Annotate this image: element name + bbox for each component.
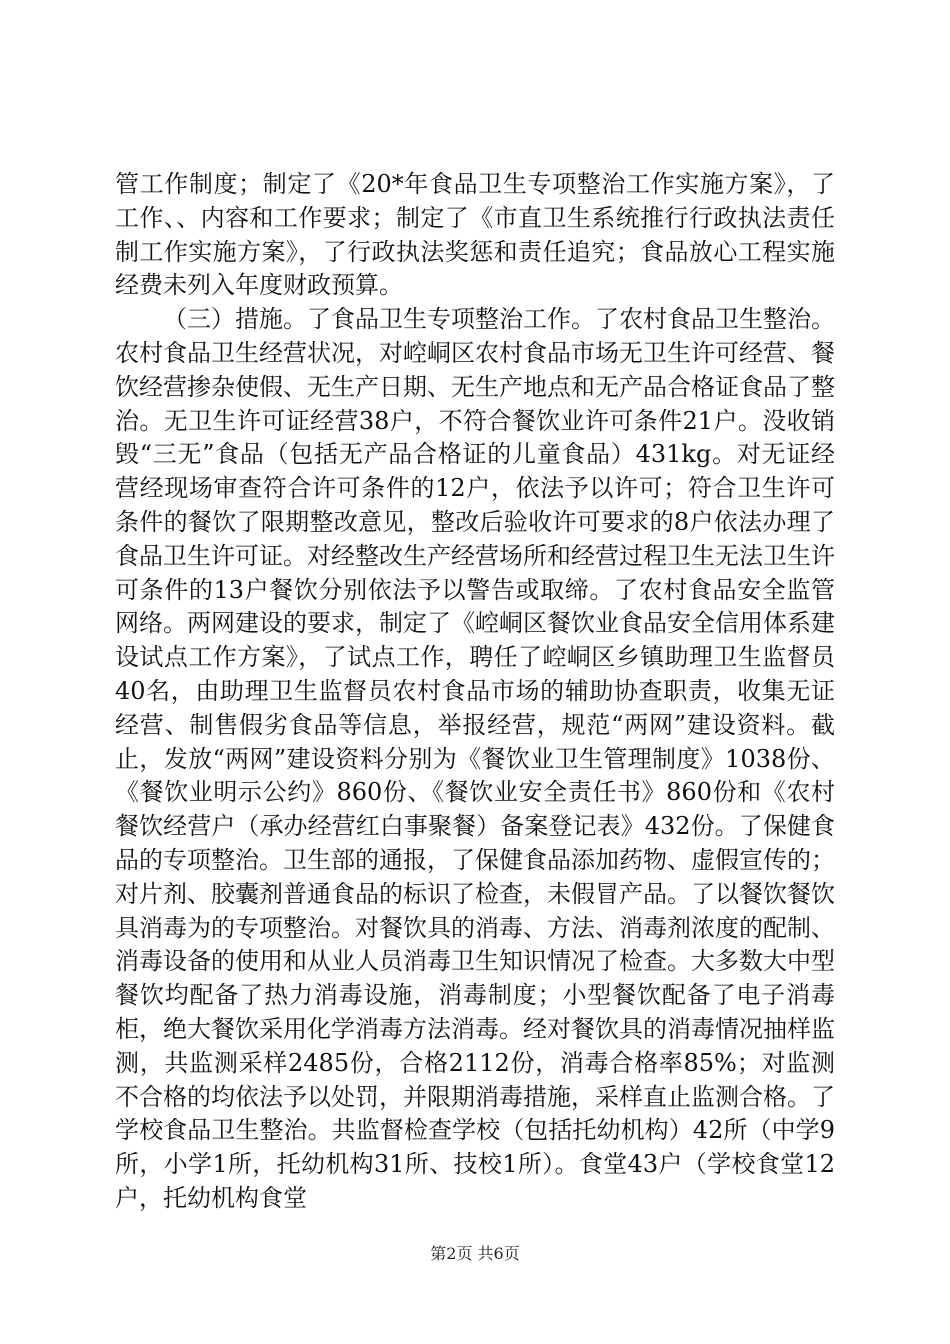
body-text bbox=[115, 168, 835, 1216]
paragraph-measures: （三）措施。了食品卫生专项整治工作。了农村食品卫生整治。农村食品卫生经营状况，对崆峒区农村食品市场无卫生许可经营、餐饮经营掺杂使假、无生产日期、无生产地点和无产品合格证食品了整治。无卫生许可证经营38户，不符合餐饮业许可条件21户。没收销毁“三无”食品（包括无产品合格证的儿童食品）431kg。对无证经营经现场审查符合许可条件的12户，依法予以许可；符合卫生许可条件的餐饮了限期整改意见，整改后验收许可要求的8户依法办理了食品卫生许可证。对经整改生产经营场所和经营过程卫生无法卫生许可条件的13户餐饮分别依法予以警告或取缔。了农村食品安全监管网络。两网建设的要求，制定了《崆峒区餐饮业食品安全信用体系建设试点工作方案》，了试点工作，聘任了崆峒区乡镇助理卫生监督员40名，由助理卫生监督员农村食品市场的辅助协查职责，收集无证经营、制售假劣食品等信息，举报经营，规范“两网”建设资料。截止，发放“两网”建设资料分别为《餐饮业卫生管理制度》1038份、《餐饮业明示公约》860份、《餐饮业安全责任书》860份和《农村餐饮经营户（承办经营红白事聚餐）备案登记表》432份。了保健食品的专项整治。卫生部的通报，了保健食品添加药物、虚假宣传的；对片剂、胶囊剂普通食品的标识了检查，未假冒产品。了以餐饮餐饮具消毒为的专项整治。对餐饮具的消毒、方法、消毒剂浓度的配制、消毒设备的使用和从业人员消毒卫生知识情况了检查。大多数大中型餐饮均配备了热力消毒设施，消毒制度；小型餐饮配备了电子消毒柜，绝大餐饮采用化学消毒方法消毒。经对餐饮具的消毒情况抽样监测，共监测采样2485份，合格2112份，消毒合格率85%；对监测不合格的均依法予以处罚，并限期消毒措施，采样直止监测合格。了学校食品卫生整治。共监督检查学校（包括托幼机构）42所（中学9所，小学1所，托幼机构31所、技校1所）。食堂43户（学校食堂12户，托幼机构食堂 bbox=[115, 305, 835, 1212]
paragraph-continuation: 管工作制度；制定了《20*年食品卫生专项整治工作实施方案》，了工作、、内容和工作要求；制定了《市直卫生系统推行行政执法责任制工作实施方案》，了行政执法奖惩和责任追究；食品放心工程实施经费未列入年度财政预算。 bbox=[115, 170, 835, 300]
page-number-footer: 第2页 共6页 bbox=[430, 1244, 520, 1263]
